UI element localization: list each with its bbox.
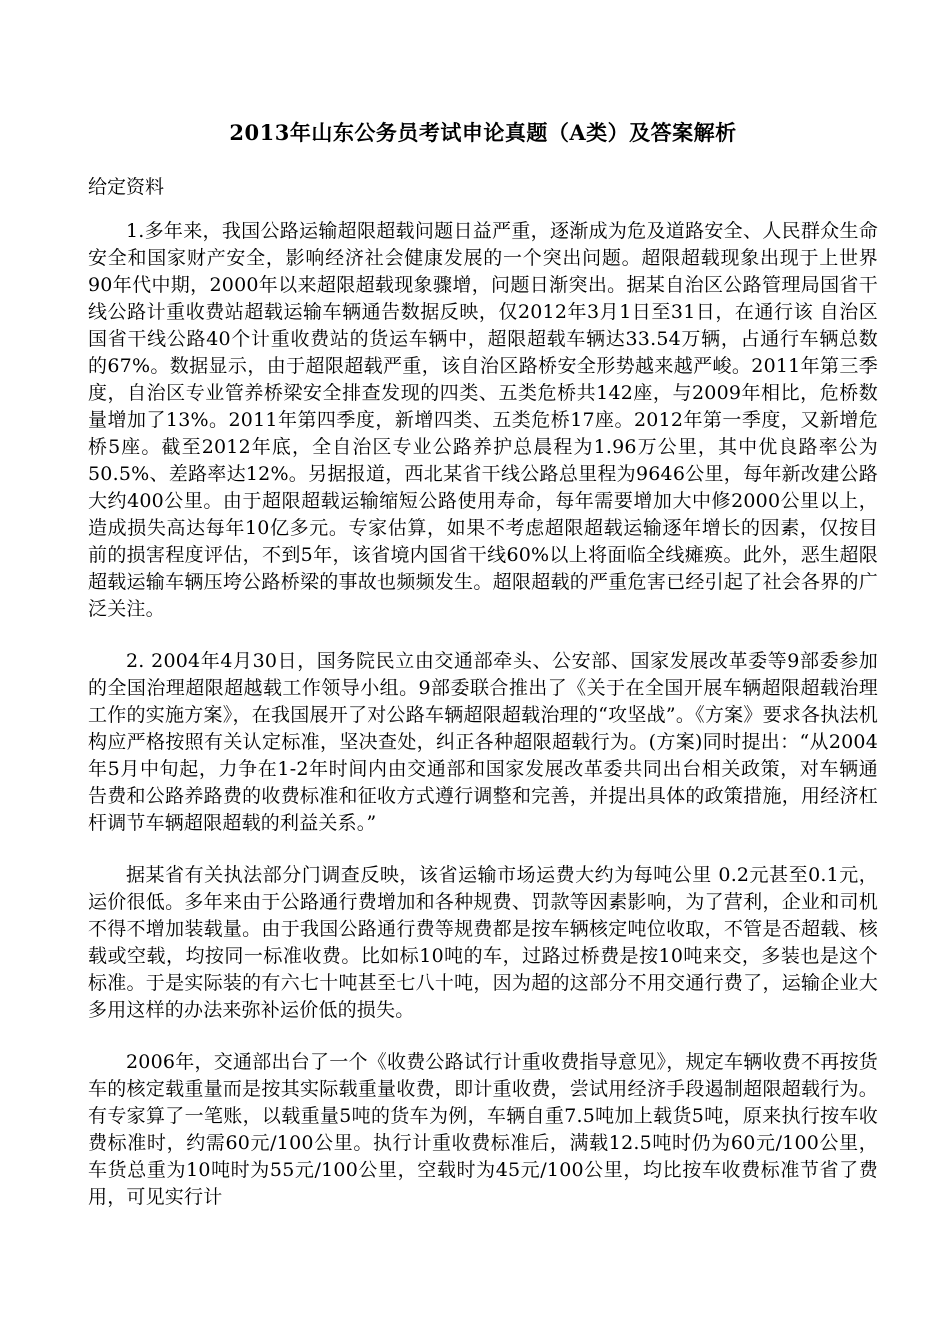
document-title: 2013年山东公务员考试申论真题（A类）及答案解析 <box>229 120 737 145</box>
paragraph-2: 2. 2004年4月30日，国务院民立由交通部牵头、公安部、国家发展改革委等9部委参加的全国治理超限超越载工作领导小组。9部委联合推出了《关于在全国开展车辆超限超载治理工作的实施方案》，在我国展开了对公路车辆超限超载治理的“攻坚战”。《方案》要求各执法机构应严格按照有关认定标准，坚决查处，纠正各种超限超载行为。(方案)同时提出：“从2004年5月中旬起，力争在1-2年时间内由交通部和国家发展改革委共同出台相关政策，对车辆通告费和公路养路费的收费标准和征收方式遵行调整和完善，并提出具体的政策措施，用经济杠杆调节车辆超限超载的利益关系。” <box>88 650 878 834</box>
section-label: 给定资料 <box>88 176 165 198</box>
document-page <box>88 118 878 1236</box>
paragraph-1: 1.多年来，我国公路运输超限超载问题日益严重，逐渐成为危及道路安全、人民群众生命安全和国家财产安全，影响经济社会健康发展的一个突出问题。超限超载现象出现于上世界90年代中期，2000年以来超限超载现象骤增，问题日渐突出。据某自治区公路管理局国省干线公路计重收费站超载运输车辆通告数据反映，仅2012年3月1日至31日，在通行该 自治区国省干线公路40个计重收费站的货运车辆中，超限超载车辆达33.54万辆，占通行车辆总数的67%。数据显示，由于超限超载严重，该自治区路桥安全形势越来越严峻。2011年第三季度，自治区专业管养桥梁安全排查发现的四类、五类危桥共142座，与2009年相比，危桥数量增加了13%。2011年第四季度，新增四类、五类危桥17座。2012年第一季度，又新增危桥5座。截至2012年底，全自治区专业公路养护总晨程为1.96万公里，其中优良路率公为50.5%、差路率达12%。另据报道，西北某省干线公路总里程为9646公里，每年新改建公路大约400公里。由于超限超载运输缩短公路使用寿命，每年需要增加大中修2000公里以上，造成损失高达每年10亿多元。专家估算，如果不考虑超限超载运输逐年增长的因素，仅按目前的损害程度评估，不到5年，该省境内国省干线60%以上将面临全线瘫痪。此外，恶生超限超载运输车辆压垮公路桥梁的事故也频频发生。超限超载的严重危害已经引起了社会各界的广泛关注。 <box>88 220 878 620</box>
paragraph-4: 2006年，交通部出台了一个《收费公路试行计重收费指导意见》，规定车辆收费不再按货车的核定载重量而是按其实际载重量收费，即计重收费，尝试用经济手段遏制超限超载行为。有专家算了一笔账，以载重量5吨的货车为例，车辆自重7.5吨加上载货5吨，原来执行按车收费标准时，约需60元/100公里。执行计重收费标准后，满载12.5吨时仍为60元/100公里，车货总重为10吨时为55元/100公里，空载时为45元/100公里，均比按车收费标准节省了费用，可见实行计 <box>88 1051 878 1208</box>
paragraph-3: 据某省有关执法部分门调查反映，该省运输市场运费大约为每吨公里 0.2元甚至0.1元，运价很低。多年来由于公路通行费增加和各种规费、罚款等因素影响，为了营利，企业和司机不得不增加装载量。由于我国公路通行费等规费都是按车辆核定吨位收取，不管是否超载、核载或空载，均按同一标准收费。比如标10吨的车，过路过桥费是按10吨来交，多装也是这个标准。于是实际装的有六七十吨甚至七八十吨，因为超的这部分不用交通行费了，运输企业大多用这样的办法来弥补运价低的损失。 <box>88 864 878 1021</box>
